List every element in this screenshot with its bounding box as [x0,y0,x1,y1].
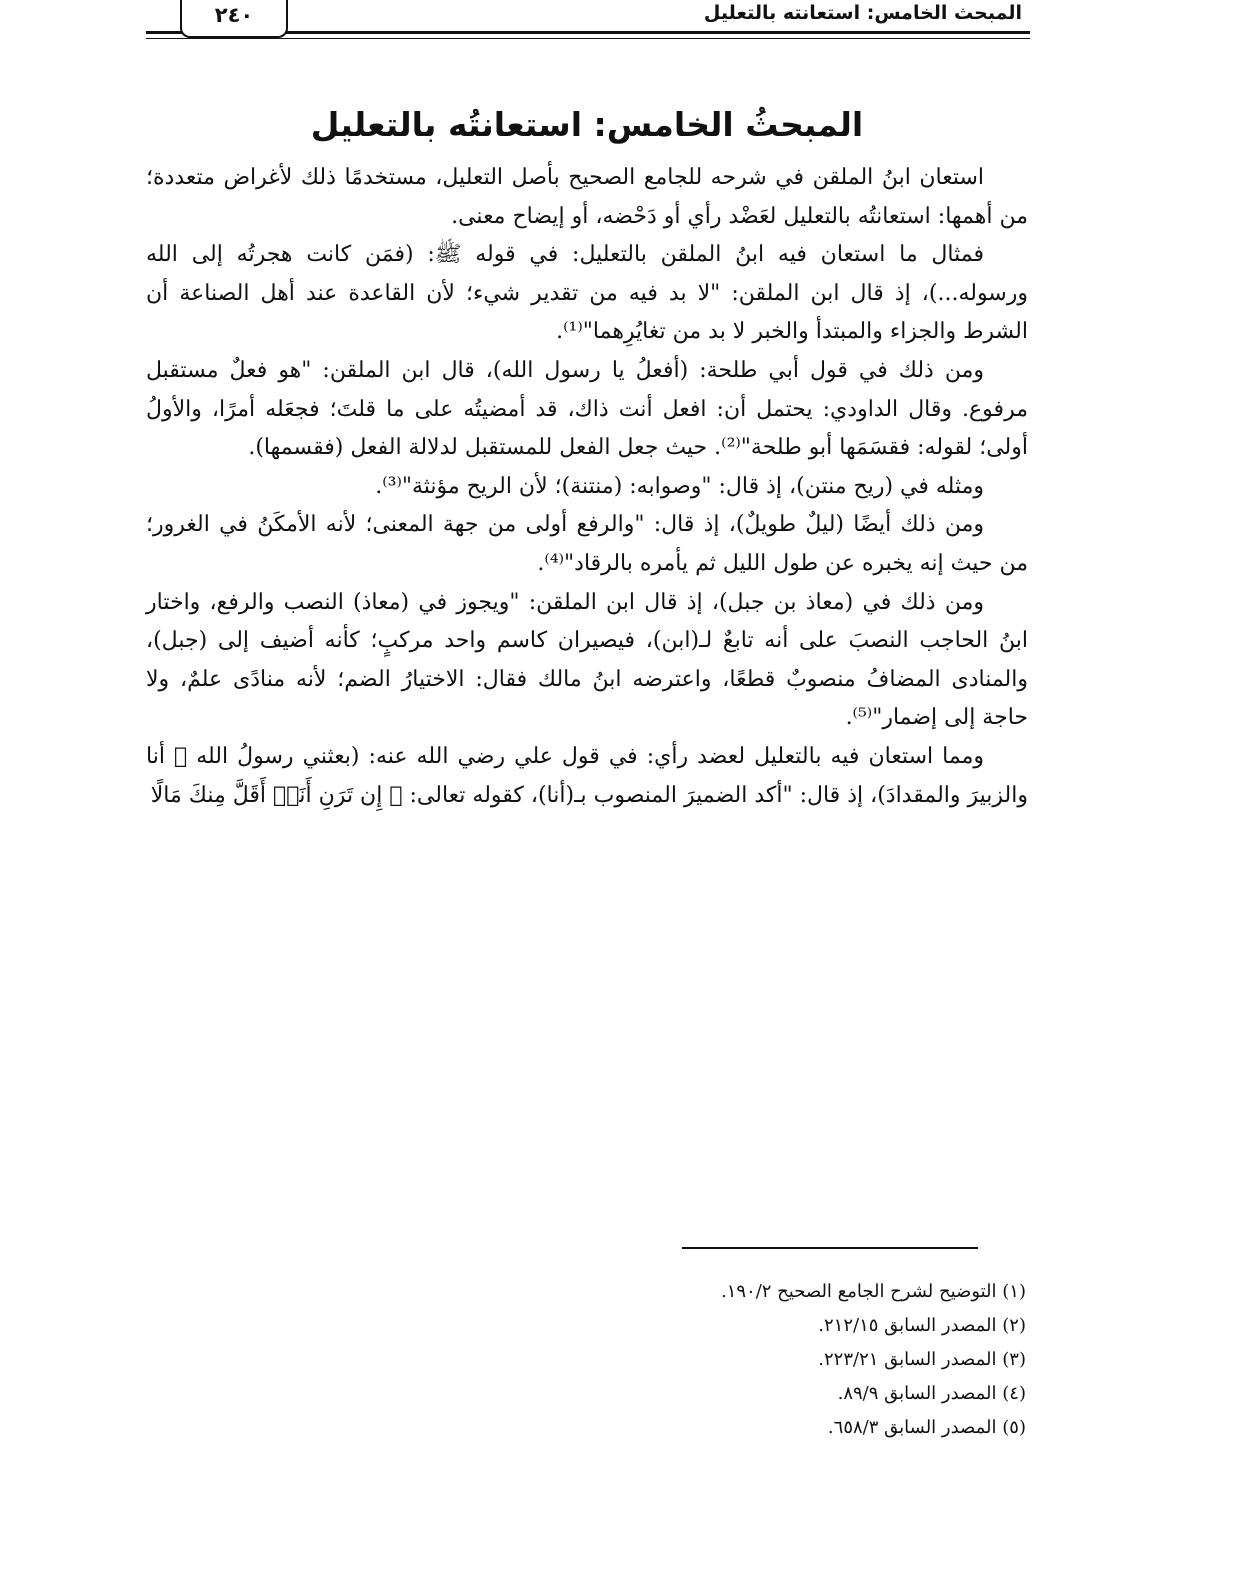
header-rule-thin [146,38,1030,39]
footnote-item: (٤) المصدر السابق ٨٩/٩. [837,1383,1026,1404]
running-title: المبحث الخامس: استعانته بالتعليل [703,2,1022,24]
footnote-item: (١) التوضيح لشرح الجامع الصحيح ١٩٠/٢. [720,1281,1026,1302]
footnote-item: (٥) المصدر السابق ٦٥٨/٣. [827,1417,1026,1438]
paragraph: استعان ابنُ الملقن في شرحه للجامع الصحيح بأصل التعليل، مستخدمًا ذلك لأغراض متعددة؛ من أهمها: استعانتُه بالتعليل لعَضْد رأي أو دَحْضه، أو إيضاح معنى. [146,165,1028,229]
footnote-separator [682,1247,978,1249]
main-content [146,95,1028,815]
footnote-item: (٣) المصدر السابق ٢٢٣/٢١. [818,1349,1026,1370]
running-header [146,0,1030,44]
footnote-item: (٢) المصدر السابق ٢١٢/١٥. [818,1315,1026,1336]
footnotes-list [146,1275,1026,1445]
paragraph: ومن ذلك في قول أبي طلحة: (أفعلُ يا رسول الله)، قال ابن الملقن: "هو فعلٌ مستقبل مرفوع. وقال الداودي: يحتمل أن: افعل أنت ذاك، قد أمضيتُه على ما قلتَ؛ فجعَله أمرًا، والأولُ أولى؛ لقوله: فقسَمَها أبو طلحة"⁽²⁾. حيث جعل الفعل للمستقبل لدلالة الفعل (فقسمها). [146,357,1028,461]
section-heading: المبحثُ الخامس: استعانتُه بالتعليل [310,105,864,144]
page-number: ٢٤٠ [180,0,288,38]
paragraph: ومما استعان فيه بالتعليل لعضد رأي: في قول علي رضي الله عنه: (بعثني رسولُ الله ﷺ أنا والزبيرَ والمقدادَ)، إذ قال: "أكد الضميرَ المنصوب بـ(أنا)، كقوله تعالى: ﴿ إِن تَرَنِ أَنَا۠ أَقَلَّ مِنكَ مَالًا [146,743,1028,808]
paragraph: ومن ذلك أيضًا (ليلٌ طويلٌ)، إذ قال: "والرفع أولى من جهة المعنى؛ لأنه الأمكَنُ في الغرور؛ من حيث إنه يخبره عن طول الليل ثم يأمره بالرقاد"⁽⁴⁾. [146,512,1028,576]
paragraph: ومن ذلك في (معاذ بن جبل)، إذ قال ابن الملقن: "ويجوز في (معاذ) النصب والرفع، واختار ابنُ الحاجب النصبَ على أنه تابعٌ لـ(ابن)، فيصيران كاسم واحد مركبٍ؛ كأنه أضيف إلى (جبل)، والمنادى المضافُ منصوبٌ قطعًا، واعترضه ابنُ مالك فقال: الاختيارُ الضم؛ لأنه منادًى علمٌ، ولا حاجة إلى إضمار"⁽⁵⁾. [146,589,1028,731]
paragraph: فمثال ما استعان فيه ابنُ الملقن بالتعليل: في قوله ﷺ: (فمَن كانت هجرتُه إلى الله ورسوله...)، إذ قال ابن الملقن: "لا بد فيه من تقدير شيء؛ لأن القاعدة عند أهل الصناعة أن الشرط والجزاء والمبتدأ والخبر لا بد من تغايُرِهما"⁽¹⁾. [146,242,1028,345]
paragraph: ومثله في (ريح منتن)، إذ قال: "وصوابه: (منتنة)؛ لأن الريح مؤنثة"⁽³⁾. [375,473,984,499]
